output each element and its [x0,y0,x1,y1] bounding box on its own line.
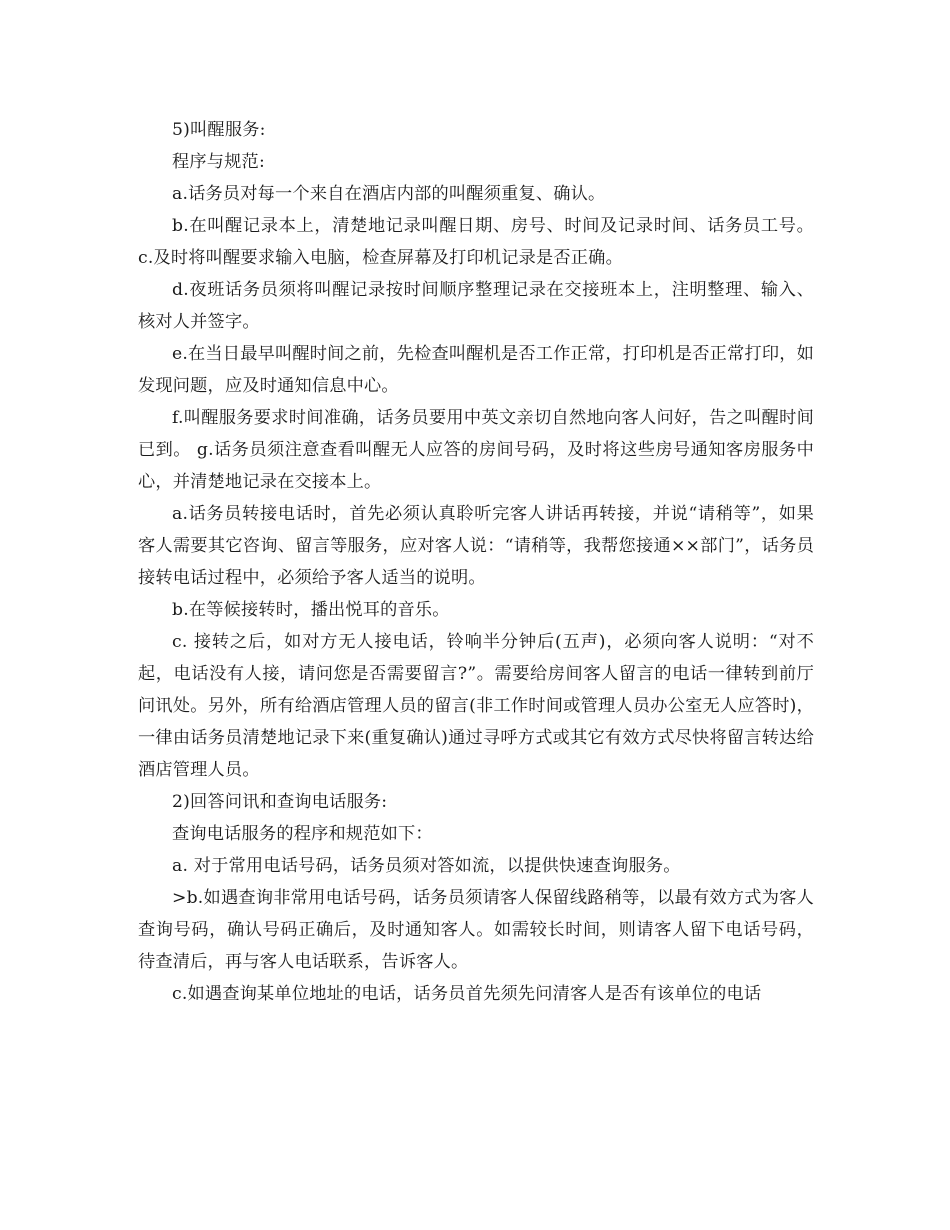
paragraph-inquiry-a: a. 对于常用电话号码，话务员须对答如流，以提供快速查询服务。 [172,856,681,876]
paragraph-procedure-heading: 程序与规范: [172,152,265,172]
paragraph-wakeup-d: d.夜班话务员须将叫醒记录按时间顺序整理记录在交接班本上，注明整理、输入、核对人并签字。 [138,280,814,332]
paragraph-inquiry-b: >b.如遇查询非常用电话号码，话务员须请客人保留线路稍等，以最有效方式为客人查询号码，确认号码正确后，及时通知客人。如需较长时间，则请客人留下电话号码，待查清后，再与客人电话联系，告诉客人。 [138,888,814,972]
document-body [138,114,814,1010]
paragraph-wakeup-heading: 5)叫醒服务: [172,120,266,140]
paragraph-wakeup-a: a.话务员对每一个来自在酒店内部的叫醒须重复、确认。 [172,184,606,204]
paragraph-transfer-c: c. 接转之后，如对方无人接电话，铃响半分钟后(五声)，必须向客人说明：“对不起，电话没有人接，请问您是否需要留言?”。需要给房间客人留言的电话一律转到前厅问讯处。另外，所有给酒店管理人员的留言(非工作时间或管理人员办公室无人应答时)，一律由话务员清楚地记录下来(重复确认)通过寻呼方式或其它有效方式尽快将留言转达给酒店管理人员。 [138,632,814,780]
paragraph-inquiry-c: c.如遇查询某单位地址的电话，话务员首先须先问清客人是否有该单位的电话 [172,984,762,1004]
paragraph-inquiry-heading: 2)回答问讯和查询电话服务: [172,792,388,812]
paragraph-transfer-b: b.在等候接转时，播出悦耳的音乐。 [172,600,450,620]
paragraph-wakeup-e: e.在当日最早叫醒时间之前，先检查叫醒机是否工作正常，打印机是否正常打印，如发现问题，应及时通知信息中心。 [138,344,814,396]
paragraph-wakeup-f-g: f.叫醒服务要求时间准确，话务员要用中英文亲切自然地向客人问好，告之叫醒时间已到。 g.话务员须注意查看叫醒无人应答的房间号码，及时将这些房号通知客房服务中心，并清楚地记录在交接本上。 [138,408,814,492]
paragraph-inquiry-intro: 查询电话服务的程序和规范如下： [172,824,433,844]
paragraph-transfer-a: a.话务员转接电话时，首先必须认真聆听完客人讲话再转接，并说“请稍等”，如果客人需要其它咨询、留言等服务，应对客人说：“请稍等，我帮您接通××部门”，话务员接转电话过程中，必须给予客人适当的说明。 [138,504,814,588]
paragraph-wakeup-b-c: b.在叫醒记录本上，清楚地记录叫醒日期、房号、时间及记录时间、话务员工号。 c.及时将叫醒要求输入电脑，检查屏幕及打印机记录是否正确。 [138,216,814,268]
